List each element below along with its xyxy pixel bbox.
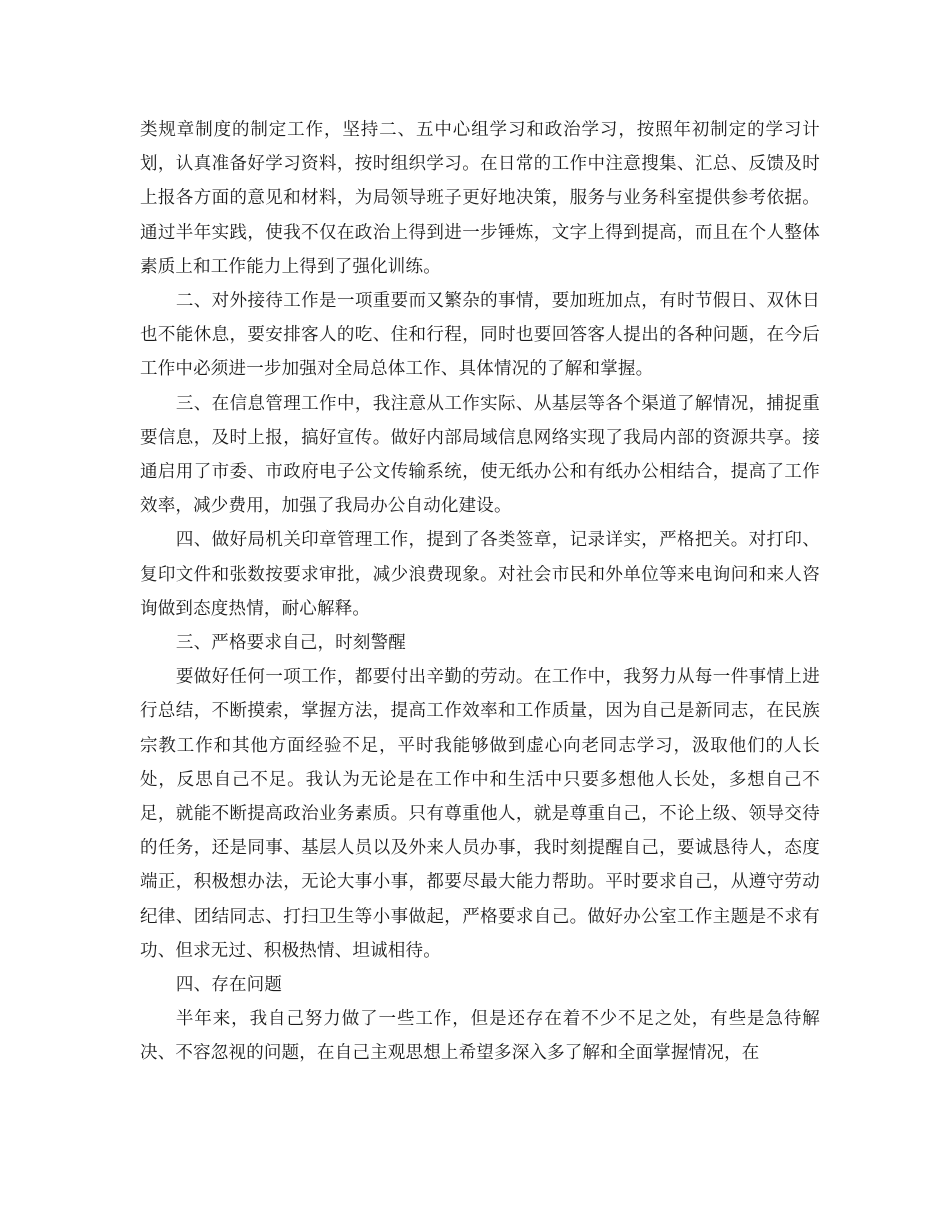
section-heading-existing-problems: 四、存在问题 (175, 975, 283, 996)
paragraph-reception-work: 二、对外接待工作是一项重要而又繁杂的事情，要加班加点，有时节假日、双休日也不能休息，要安排客人的吃、住和行程，同时也要回答客人提出的各种问题，在今后工作中必须进一步加强对全局总体工作、具体情况的了解和掌握。 (140, 291, 820, 380)
paragraph-information-management: 三、在信息管理工作中，我注意从工作实际、从基层等各个渠道了解情况，捕捉重要信息，及时上报，搞好宣传。做好内部局域信息网络实现了我局内部的资源共享。接通启用了市委、市政府电子公文传输系统，使无纸办公和有纸办公相结合，提高了工作效率，减少费用，加强了我局办公自动化建设。 (140, 393, 820, 517)
paragraph-continuation: 类规章制度的制定工作，坚持二、五中心组学习和政治学习，按照年初制定的学习计划，认真准备好学习资料，按时组织学习。在日常的工作中注意搜集、汇总、反馈及时上报各方面的意见和材料，为局领导班子更好地决策，服务与业务科室提供参考依据。通过半年实践，使我不仅在政治上得到进一步锤炼，文字上得到提高，而且在个人整体素质上和工作能力上得到了强化训练。 (140, 120, 820, 277)
section-heading-self-discipline: 三、严格要求自己，时刻警醒 (175, 633, 406, 654)
document-body (140, 113, 820, 1071)
paragraph-seal-management: 四、做好局机关印章管理工作，提到了各类签章，记录详实，严格把关。对打印、复印文件和张数按要求审批，减少浪费现象。对社会市民和外单位等来电询问和来人咨询做到态度热情，耐心解释。 (140, 530, 820, 619)
paragraph-self-discipline: 要做好任何一项工作，都要付出辛勤的劳动。在工作中，我努力从每一件事情上进行总结，不断摸索，掌握方法，提高工作效率和工作质量，因为自己是新同志，在民族宗教工作和其他方面经验不足，平时我能够做到虚心向老同志学习，汲取他们的人长处，反思自己不足。我认为无论是在工作中和生活中只要多想他人长处，多想自己不足，就能不断提高政治业务素质。只有尊重他人，就是尊重自己，不论上级、领导交待的任务，还是同事、基层人员以及外来人员办事，我时刻提醒自己，要诚恳待人，态度端正，积极想办法，无论大事小事，都要尽最大能力帮助。平时要求自己，从遵守劳动纪律、团结同志、打扫卫生等小事做起，严格要求自己。做好办公室工作主题是不求有功、但求无过、积极热情、坦诚相待。 (140, 667, 820, 961)
paragraph-existing-problems: 半年来，我自己努力做了一些工作，但是还存在着不少不足之处，有些是急待解决、不容忽视的问题，在自己主观思想上希望多深入多了解和全面掌握情况，在 (140, 1009, 820, 1064)
